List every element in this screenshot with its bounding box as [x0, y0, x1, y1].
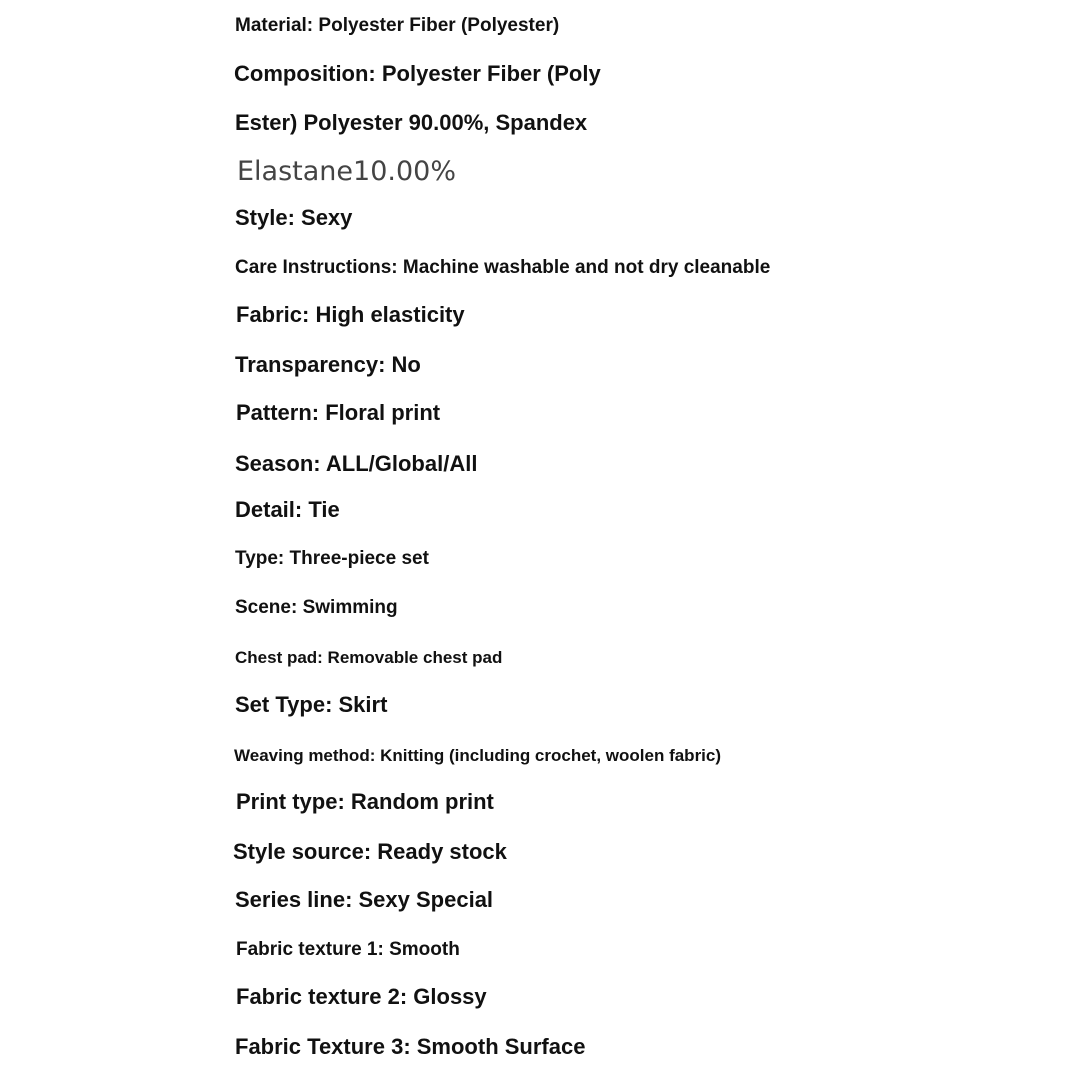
- spec-fabric: Fabric: High elasticity: [236, 302, 465, 327]
- spec-transparency: Transparency: No: [235, 352, 421, 377]
- spec-fabric-texture-1: Fabric texture 1: Smooth: [236, 939, 460, 960]
- spec-material: Material: Polyester Fiber (Polyester): [235, 15, 560, 36]
- spec-fabric-texture-3: Fabric Texture 3: Smooth Surface: [235, 1034, 586, 1059]
- spec-scene: Scene: Swimming: [235, 597, 398, 618]
- spec-composition-continued: Ester) Polyester 90.00%, Spandex: [235, 110, 588, 135]
- spec-weaving-method: Weaving method: Knitting (including crochet, woolen fabric): [234, 746, 722, 765]
- spec-care-instructions: Care Instructions: Machine washable and not dry cleanable: [235, 257, 771, 278]
- spec-season: Season: ALL/Global/All: [235, 451, 478, 476]
- spec-fabric-texture-2: Fabric texture 2: Glossy: [236, 984, 487, 1009]
- spec-print-type: Print type: Random print: [236, 789, 494, 814]
- spec-chest-pad: Chest pad: Removable chest pad: [235, 648, 503, 667]
- spec-type: Type: Three-piece set: [235, 548, 429, 569]
- spec-detail: Detail: Tie: [235, 497, 340, 522]
- spec-composition: Composition: Polyester Fiber (Poly: [234, 61, 601, 86]
- spec-pattern: Pattern: Floral print: [236, 400, 441, 425]
- spec-style: Style: Sexy: [235, 205, 353, 230]
- spec-set-type: Set Type: Skirt: [235, 692, 388, 717]
- spec-composition-elastane: Elastane10.00%: [237, 156, 456, 187]
- spec-series-line: Series line: Sexy Special: [235, 887, 494, 912]
- spec-style-source: Style source: Ready stock: [233, 839, 507, 864]
